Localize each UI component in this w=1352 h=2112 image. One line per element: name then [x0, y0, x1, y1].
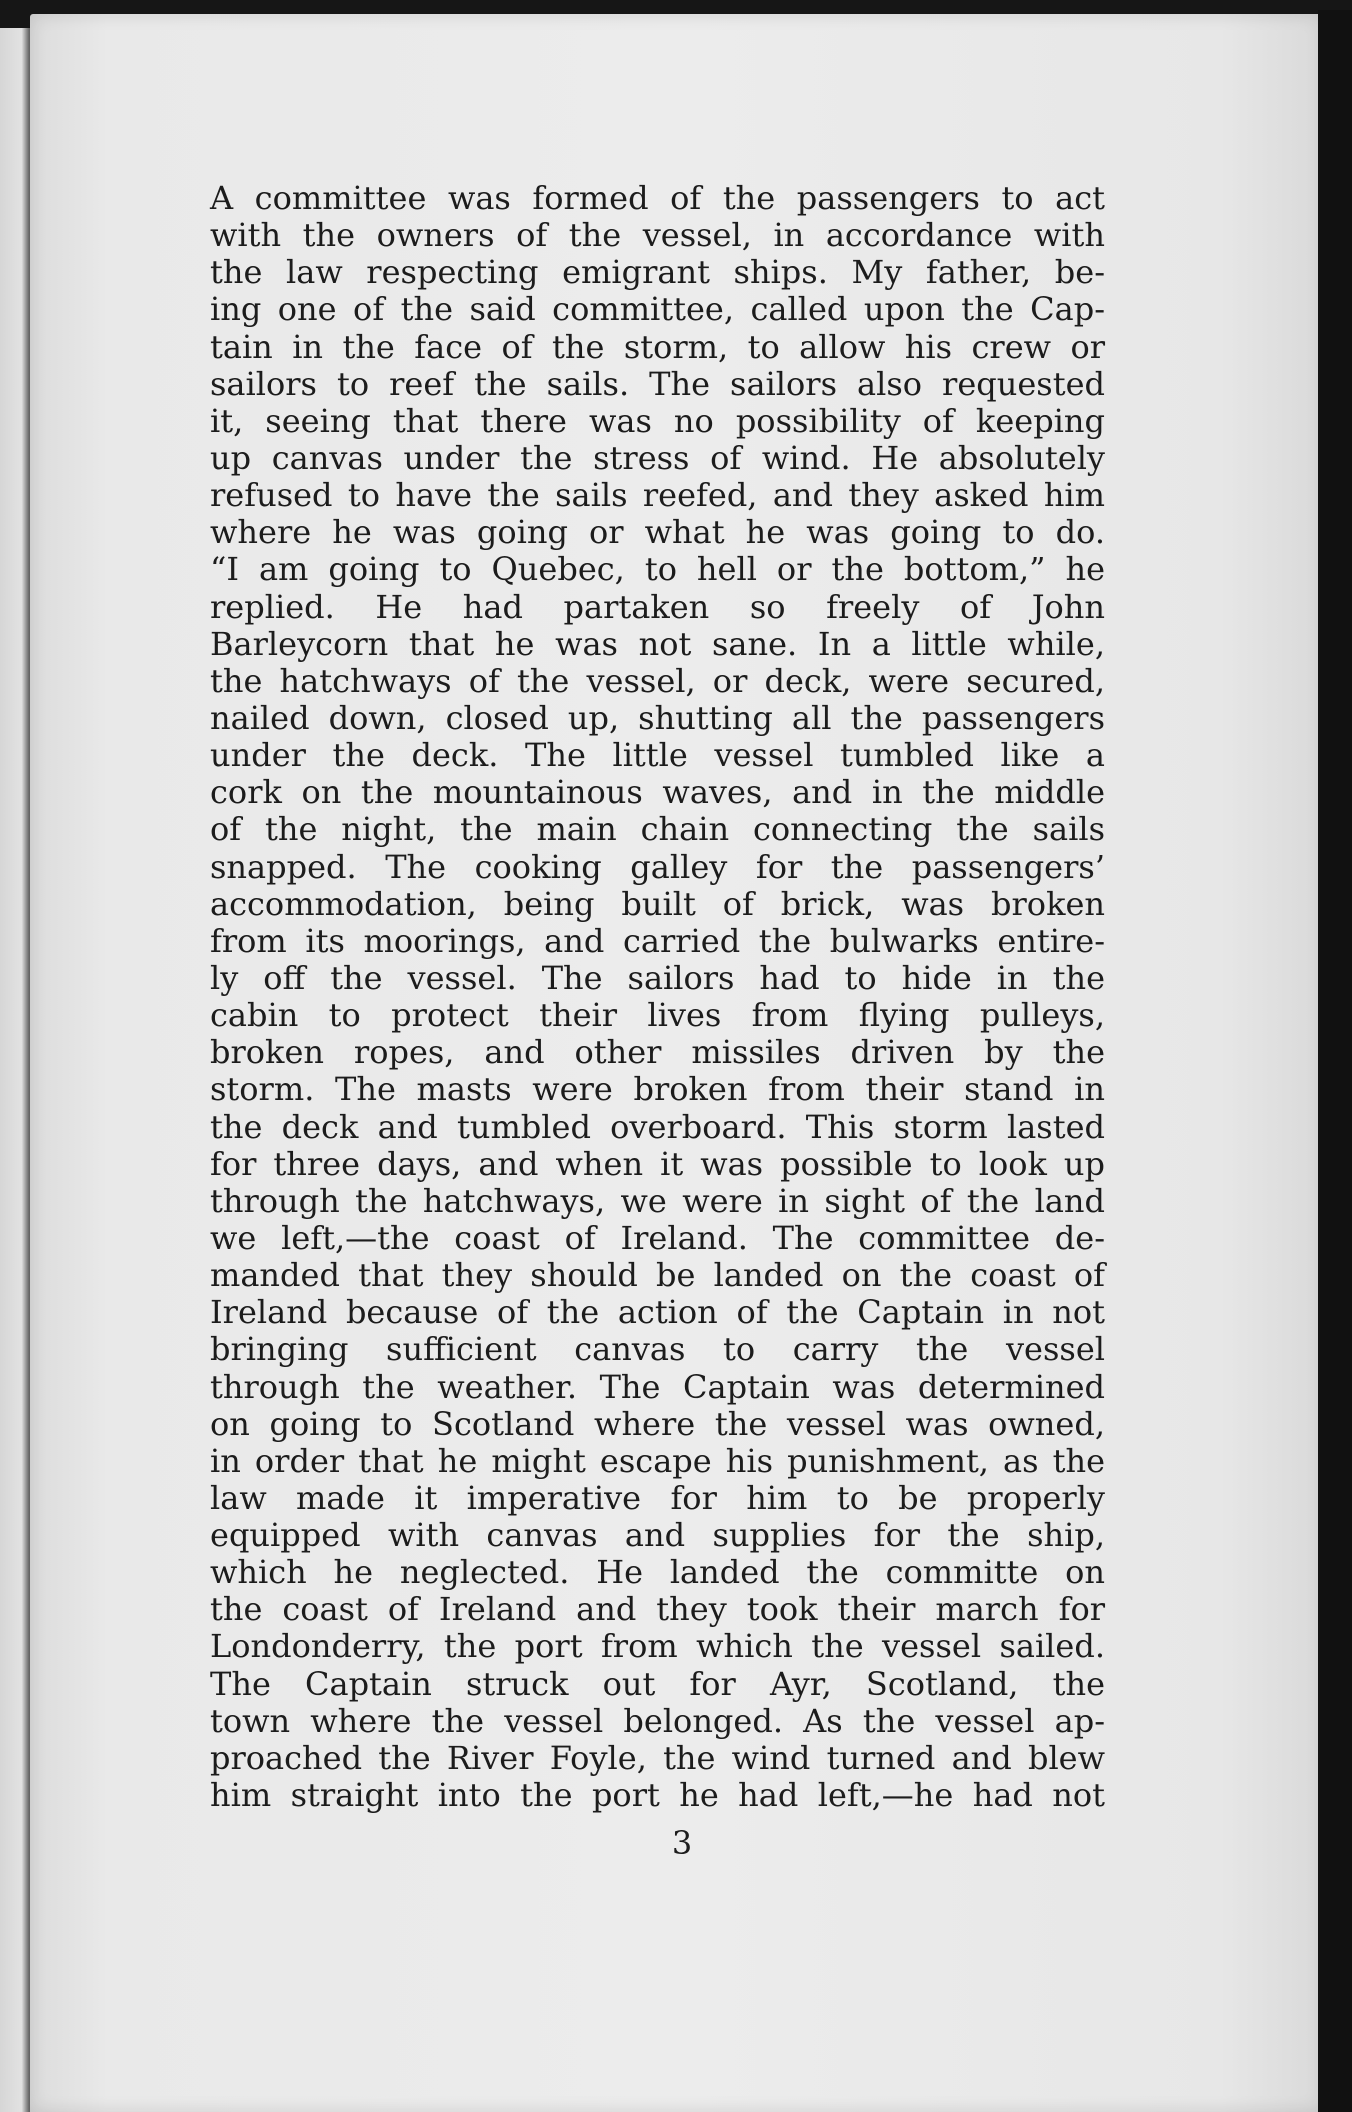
text-line: storm. The masts were broken from their stand in: [210, 1070, 1105, 1109]
text-line: the law respecting emigrant ships. My father, be-: [210, 253, 1105, 292]
body-text: [210, 180, 1105, 1814]
text-line: in order that he might escape his punishment, as the: [210, 1441, 1105, 1480]
text-line: it, seeing that there was no possibility of keeping: [210, 401, 1105, 440]
text-line: town where the vessel belonged. As the vessel ap-: [210, 1701, 1105, 1740]
text-line: from its moorings, and carried the bulwarks entire-: [210, 921, 1105, 960]
scan-border-right: [1318, 10, 1352, 2112]
text-line: Londonderry, the port from which the vessel sailed.: [210, 1627, 1105, 1666]
text-line: of the night, the main chain connecting the sails: [210, 810, 1105, 849]
text-line: nailed down, closed up, shutting all the passengers: [210, 698, 1105, 737]
text-line: ing one of the said committee, called upon the Cap-: [210, 290, 1105, 329]
text-line: accommodation, being built of brick, was broken: [210, 884, 1105, 923]
text-line: bringing sufficient canvas to carry the vessel: [210, 1330, 1105, 1369]
text-line: refused to have the sails reefed, and they asked him: [210, 476, 1105, 515]
text-line: A committee was formed of the passengers to act: [210, 179, 1105, 217]
text-line: on going to Scotland where the vessel was owned,: [210, 1404, 1105, 1443]
text-line: with the owners of the vessel, in accordance with: [210, 216, 1105, 255]
text-line: equipped with canvas and supplies for the ship,: [210, 1516, 1105, 1555]
text-line: Ireland because of the action of the Captain in not: [210, 1293, 1105, 1332]
text-line: ly off the vessel. The sailors had to hide in the: [210, 958, 1105, 997]
text-line: through the hatchways, we were in sight of the land: [210, 1181, 1105, 1220]
text-line: for three days, and when it was possible to look up: [210, 1144, 1105, 1183]
text-line: Barleycorn that he was not sane. In a little while,: [210, 624, 1105, 663]
text-line: where he was going or what he was going to do.: [210, 513, 1105, 552]
text-line: the coast of Ireland and they took their march for: [210, 1590, 1105, 1629]
text-line: up canvas under the stress of wind. He absolutely: [210, 438, 1105, 477]
page-number: [0, 1824, 1352, 1862]
text-line: law made it imperative for him to be properly: [210, 1478, 1105, 1517]
text-line: the hatchways of the vessel, or deck, were secured,: [210, 661, 1105, 700]
text-line: the deck and tumbled overboard. This storm lasted: [210, 1107, 1105, 1146]
text-line: which he neglected. He landed the committe on: [210, 1553, 1105, 1592]
text-line: cabin to protect their lives from flying pulleys,: [210, 996, 1105, 1035]
text-line: tain in the face of the storm, to allow his crew or: [210, 327, 1105, 366]
text-line: him straight into the port he had left,—he had not: [210, 1776, 1105, 1815]
text-line: replied. He had partaken so freely of John: [210, 587, 1105, 626]
text-line: “I am going to Quebec, to hell or the bottom,” he: [210, 550, 1105, 589]
text-line: broken ropes, and other missiles driven by the: [210, 1033, 1105, 1072]
page-number-text: 3: [671, 1824, 693, 1862]
text-line: The Captain struck out for Ayr, Scotland, the: [210, 1664, 1105, 1703]
text-line: we left,—the coast of Ireland. The committee de-: [210, 1218, 1105, 1257]
text-line: under the deck. The little vessel tumbled like a: [210, 736, 1105, 775]
text-line: snapped. The cooking galley for the passengers’: [210, 847, 1105, 886]
text-line: proached the River Foyle, the wind turned and blew: [210, 1738, 1105, 1777]
text-line: through the weather. The Captain was determined: [210, 1367, 1105, 1406]
text-line: manded that they should be landed on the coast of: [210, 1256, 1105, 1295]
text-line: sailors to reef the sails. The sailors also requested: [210, 364, 1105, 403]
text-line: cork on the mountainous waves, and in the middle: [210, 773, 1105, 812]
